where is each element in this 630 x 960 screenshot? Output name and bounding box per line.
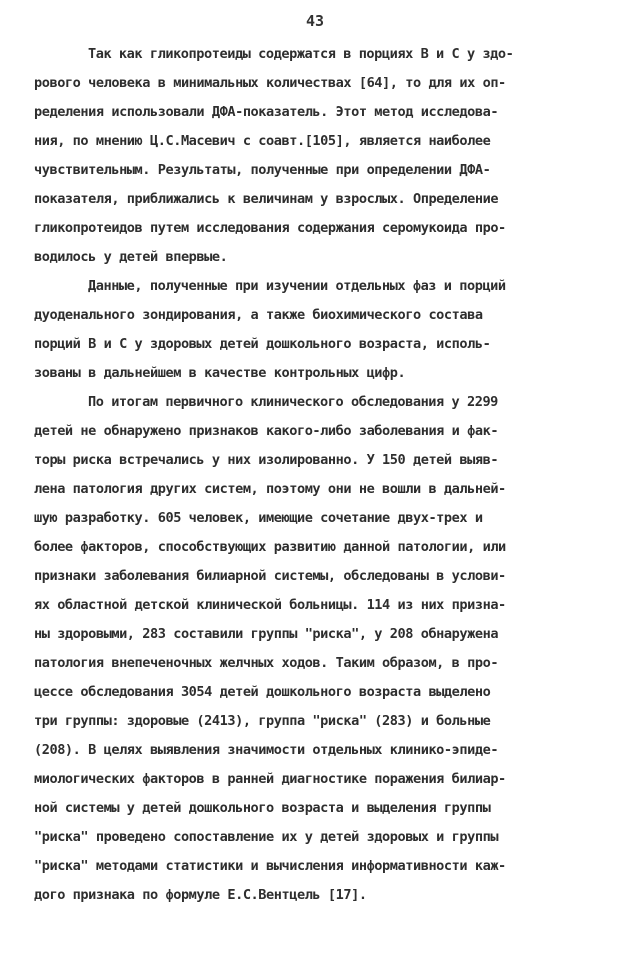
text-line: показателя, приближались к величинам у взрослых. Определение [34, 191, 499, 207]
text-line: порций В и С у здоровых детей дошкольного возраста, исполь- [34, 336, 491, 352]
text-line: ной системы у детей дошкольного возраста и выделения группы [34, 800, 491, 816]
text-line: дуоденального зондирования, а также биохимического состава [34, 307, 483, 323]
text-line: зованы в дальнейшем в качестве контрольных цифр. [34, 365, 406, 381]
text-line: миологических факторов в ранней диагностике поражения билиар- [34, 771, 506, 787]
text-line: рового человека в минимальных количествах [64], то для их оп- [34, 75, 506, 91]
page-number: 43 [305, 12, 325, 30]
text-line: ния, по мнению Ц.С.Масевич с соавт.[105], является наиболее [34, 133, 491, 149]
text-line: признаки заболевания билиарной системы, обследованы в услови- [34, 568, 506, 584]
text-line: шую разработку. 605 человек, имеющие сочетание двух-трех и [34, 510, 483, 526]
text-body [34, 40, 596, 910]
text-line: лена патология других систем, поэтому они не вошли в дальней- [34, 481, 506, 497]
text-line: детей не обнаружено признаков какого-либо заболевания и фак- [34, 423, 499, 439]
text-line: гликопротеидов путем исследования содержания серомукоида про- [34, 220, 506, 236]
text-line: ях областной детской клинической больницы. 114 из них призна- [34, 597, 506, 613]
text-line: По итогам первичного клинического обследования у 2299 [88, 394, 498, 410]
text-line: (208). В целях выявления значимости отдельных клинико-эпиде- [34, 742, 499, 758]
text-line: торы риска встречались у них изолированно. У 150 детей выяв- [34, 452, 499, 468]
text-line: патология внепеченочных желчных ходов. Таким образом, в про- [34, 655, 499, 671]
text-line: дого признака по формуле Е.С.Вентцель [17]. [34, 887, 367, 903]
text-line: Данные, полученные при изучении отдельных фаз и порций [88, 278, 506, 294]
text-line: ны здоровыми, 283 составили группы "риска", у 208 обнаружена [34, 626, 499, 642]
text-line: Так как гликопротеиды содержатся в порциях В и С у здо- [88, 46, 514, 62]
text-line: более факторов, способствующих развитию данной патологии, или [34, 539, 506, 555]
text-line: цессе обследования 3054 детей дошкольного возраста выделено [34, 684, 491, 700]
text-line: "риска" методами статистики и вычисления информативности каж- [34, 858, 506, 874]
text-line: ределения использовали ДФА-показатель. Этот метод исследова- [34, 104, 499, 120]
text-line: "риска" проведено сопоставление их у детей здоровых и группы [34, 829, 499, 845]
text-line: чувствительным. Результаты, полученные при определении ДФА- [34, 162, 491, 178]
text-line: водилось у детей впервые. [34, 249, 228, 265]
text-line: три группы: здоровые (2413), группа "риска" (283) и больные [34, 713, 491, 729]
